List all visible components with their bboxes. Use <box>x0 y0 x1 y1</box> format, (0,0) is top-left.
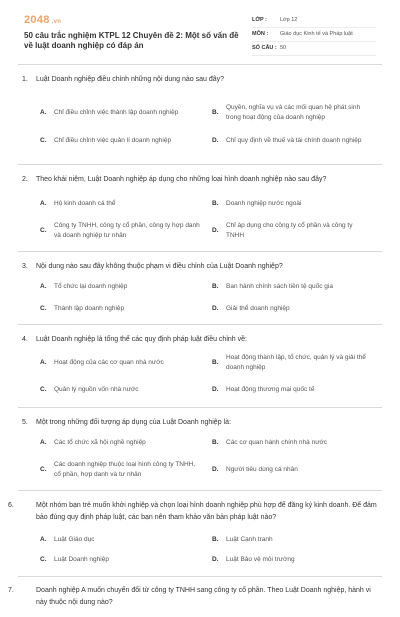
option-b[interactable] <box>212 103 372 123</box>
question-number: 1. <box>22 76 28 83</box>
option-text: Giải thể doanh nghiệp <box>226 305 290 312</box>
option-letter: D. <box>212 137 219 144</box>
option-letter: C. <box>40 227 47 234</box>
option-a[interactable] <box>40 197 200 211</box>
option-text: Quyền, nghĩa vụ và các mối quan hệ phát sinh trong hoạt động của doanh nghiệp <box>226 104 361 121</box>
option-letter: B. <box>212 359 219 366</box>
option-text: Chỉ điều chỉnh việc quản lí doanh nghiệp <box>54 137 172 144</box>
question-number: 7. <box>8 587 14 594</box>
option-c[interactable] <box>40 460 200 480</box>
info-label: LỚP : <box>252 17 267 23</box>
option-letter: B. <box>212 283 219 290</box>
question-text <box>22 334 382 346</box>
question-label: Luật Doanh nghiệp điều chỉnh những nội dung nào sau đây? <box>36 76 225 83</box>
option-c[interactable] <box>40 221 200 241</box>
option-d[interactable] <box>212 131 372 151</box>
question-label: Một nhóm bạn trẻ muốn khởi nghiệp và chọn loại hình doanh nghiệp phù hợp để đăng ký kinh doanh. Để đảm bảo đúng quy định pháp luật, các bạn nên tham khảo văn bản pháp luật nào? <box>36 502 377 521</box>
option-d[interactable] <box>212 383 372 397</box>
option-letter: A. <box>40 359 47 366</box>
option-a[interactable] <box>40 436 200 450</box>
option-text: Công ty TNHH, công ty cổ phần, công ty hợp danh và doanh nghiệp tư nhân <box>54 222 200 239</box>
option-letter: C. <box>40 466 47 473</box>
info-row-subject <box>252 28 376 42</box>
question-label: Một trong những đối tượng áp dụng của Luật Doanh nghiệp là: <box>36 419 231 426</box>
option-b[interactable] <box>212 353 372 373</box>
question-text <box>22 174 382 186</box>
question-number: 3. <box>22 263 28 270</box>
option-b[interactable] <box>212 436 372 450</box>
info-row-grade <box>252 14 376 28</box>
option-text: Hoạt động thương mại quốc tế <box>226 386 315 393</box>
option-letter: D. <box>212 386 219 393</box>
option-letter: D. <box>212 305 219 312</box>
option-text: Luật Bảo vệ môi trường <box>226 556 295 563</box>
question-3 <box>18 252 382 325</box>
option-text: Luật Giáo dục <box>54 536 95 543</box>
question-2 <box>18 165 382 252</box>
option-text: Hoạt động thành lập, tổ chức, quản lý và giải thể doanh nghiệp <box>226 354 366 371</box>
option-letter: C. <box>40 556 47 563</box>
question-text <box>22 417 382 429</box>
option-letter: B. <box>212 439 219 446</box>
info-value: Lớp 12 <box>280 17 298 23</box>
option-text: Hộ kinh doanh cá thể <box>54 200 116 207</box>
option-letter: A. <box>40 109 47 116</box>
question-7 <box>8 577 382 617</box>
question-1 <box>18 64 382 165</box>
option-c[interactable] <box>40 383 200 397</box>
option-letter: A. <box>40 200 47 207</box>
option-d[interactable] <box>212 553 372 567</box>
question-5 <box>18 408 382 491</box>
option-d[interactable] <box>212 460 372 480</box>
option-text: Chỉ quy định về thuế và tài chính doanh nghiệp <box>226 137 362 144</box>
option-letter: A. <box>40 536 47 543</box>
option-text: Các doanh nghiệp thuộc loại hình công ty TNHH, cổ phần, hợp danh và tư nhân <box>54 461 196 478</box>
option-text: Ban hành chính sách tiền tệ quốc gia <box>226 283 333 290</box>
question-text <box>8 585 382 609</box>
option-text: Quản lý nguồn vốn nhà nước <box>54 386 139 393</box>
document-title: 50 câu trắc nghiệm KTPL 12 Chuyên đề 2: Một số vấn đề về luật doanh nghiệp có đáp án <box>24 31 239 50</box>
site-logo[interactable] <box>24 14 61 26</box>
info-table <box>252 14 376 56</box>
option-text: Chỉ áp dụng cho công ty cổ phần và công ty TNHH <box>226 222 353 239</box>
question-number: 4. <box>22 336 28 343</box>
question-text <box>22 261 382 273</box>
option-c[interactable] <box>40 302 200 316</box>
option-letter: C. <box>40 137 47 144</box>
info-label: MÔN : <box>252 31 269 37</box>
logo-text: 2048 <box>24 14 50 26</box>
question-number: 6. <box>8 502 14 509</box>
option-letter: D. <box>212 556 219 563</box>
option-text: Thành lập doanh nghiệp <box>54 305 125 312</box>
option-text: Luật Doanh nghiệp <box>54 556 109 563</box>
option-text: Các cơ quan hành chính nhà nước <box>226 439 328 446</box>
question-text <box>22 74 382 86</box>
question-number: 5. <box>22 419 28 426</box>
option-letter: B. <box>212 536 219 543</box>
question-4 <box>18 325 382 408</box>
option-a[interactable] <box>40 533 200 547</box>
info-row-count <box>252 42 376 56</box>
option-d[interactable] <box>212 221 372 241</box>
option-text: Hoạt động của các cơ quan nhà nước <box>54 359 164 366</box>
question-label: Nội dung nào sau đây không thuộc phạm vi điều chỉnh của Luật Doanh nghiệp? <box>36 263 283 270</box>
option-letter: A. <box>40 283 47 290</box>
option-letter: C. <box>40 386 47 393</box>
question-label: Theo khái niệm, Luật Doanh nghiệp áp dụng cho những loại hình doanh nghiệp nào sau đây? <box>36 176 327 183</box>
option-letter: D. <box>212 466 219 473</box>
option-letter: C. <box>40 305 47 312</box>
option-b[interactable] <box>212 280 372 294</box>
option-letter: D. <box>212 227 219 234</box>
page-header <box>0 0 400 64</box>
option-c[interactable] <box>40 553 200 567</box>
logo-suffix: .vn <box>51 19 62 25</box>
info-value: 50 <box>280 45 287 51</box>
option-text: Các tổ chức xã hội nghề nghiệp <box>54 439 146 446</box>
option-a[interactable] <box>40 280 200 294</box>
info-value: Giáo dục Kinh tế và Pháp luật <box>280 31 353 37</box>
option-letter: B. <box>212 109 219 116</box>
option-a[interactable] <box>40 103 200 123</box>
option-b[interactable] <box>212 533 372 547</box>
question-label: Luật Doanh nghiệp là tổng thể các quy định pháp luật điều chỉnh về: <box>36 336 247 343</box>
option-a[interactable] <box>40 353 200 373</box>
option-d[interactable] <box>212 302 372 316</box>
option-letter: A. <box>40 439 47 446</box>
option-text: Tổ chức lại doanh nghiệp <box>54 283 128 290</box>
option-b[interactable] <box>212 197 372 211</box>
question-6 <box>8 491 382 577</box>
info-label: SỐ CÂU : <box>252 45 277 51</box>
option-text: Người tiêu dùng cá nhân <box>226 466 298 473</box>
option-text: Doanh nghiệp nước ngoài <box>226 200 302 207</box>
option-c[interactable] <box>40 131 200 151</box>
option-text: Luật Cạnh tranh <box>226 536 273 543</box>
question-number: 2. <box>22 176 28 183</box>
option-letter: B. <box>212 200 219 207</box>
option-text: Chỉ điều chỉnh việc thành lập doanh nghiệp <box>54 109 179 116</box>
question-label: Doanh nghiệp A muốn chuyển đổi từ công ty TNHH sang công ty cổ phần. Theo Luật Doanh nghiệp, hành vi này thuộc nội dung nào? <box>36 587 371 606</box>
question-text <box>8 500 382 524</box>
